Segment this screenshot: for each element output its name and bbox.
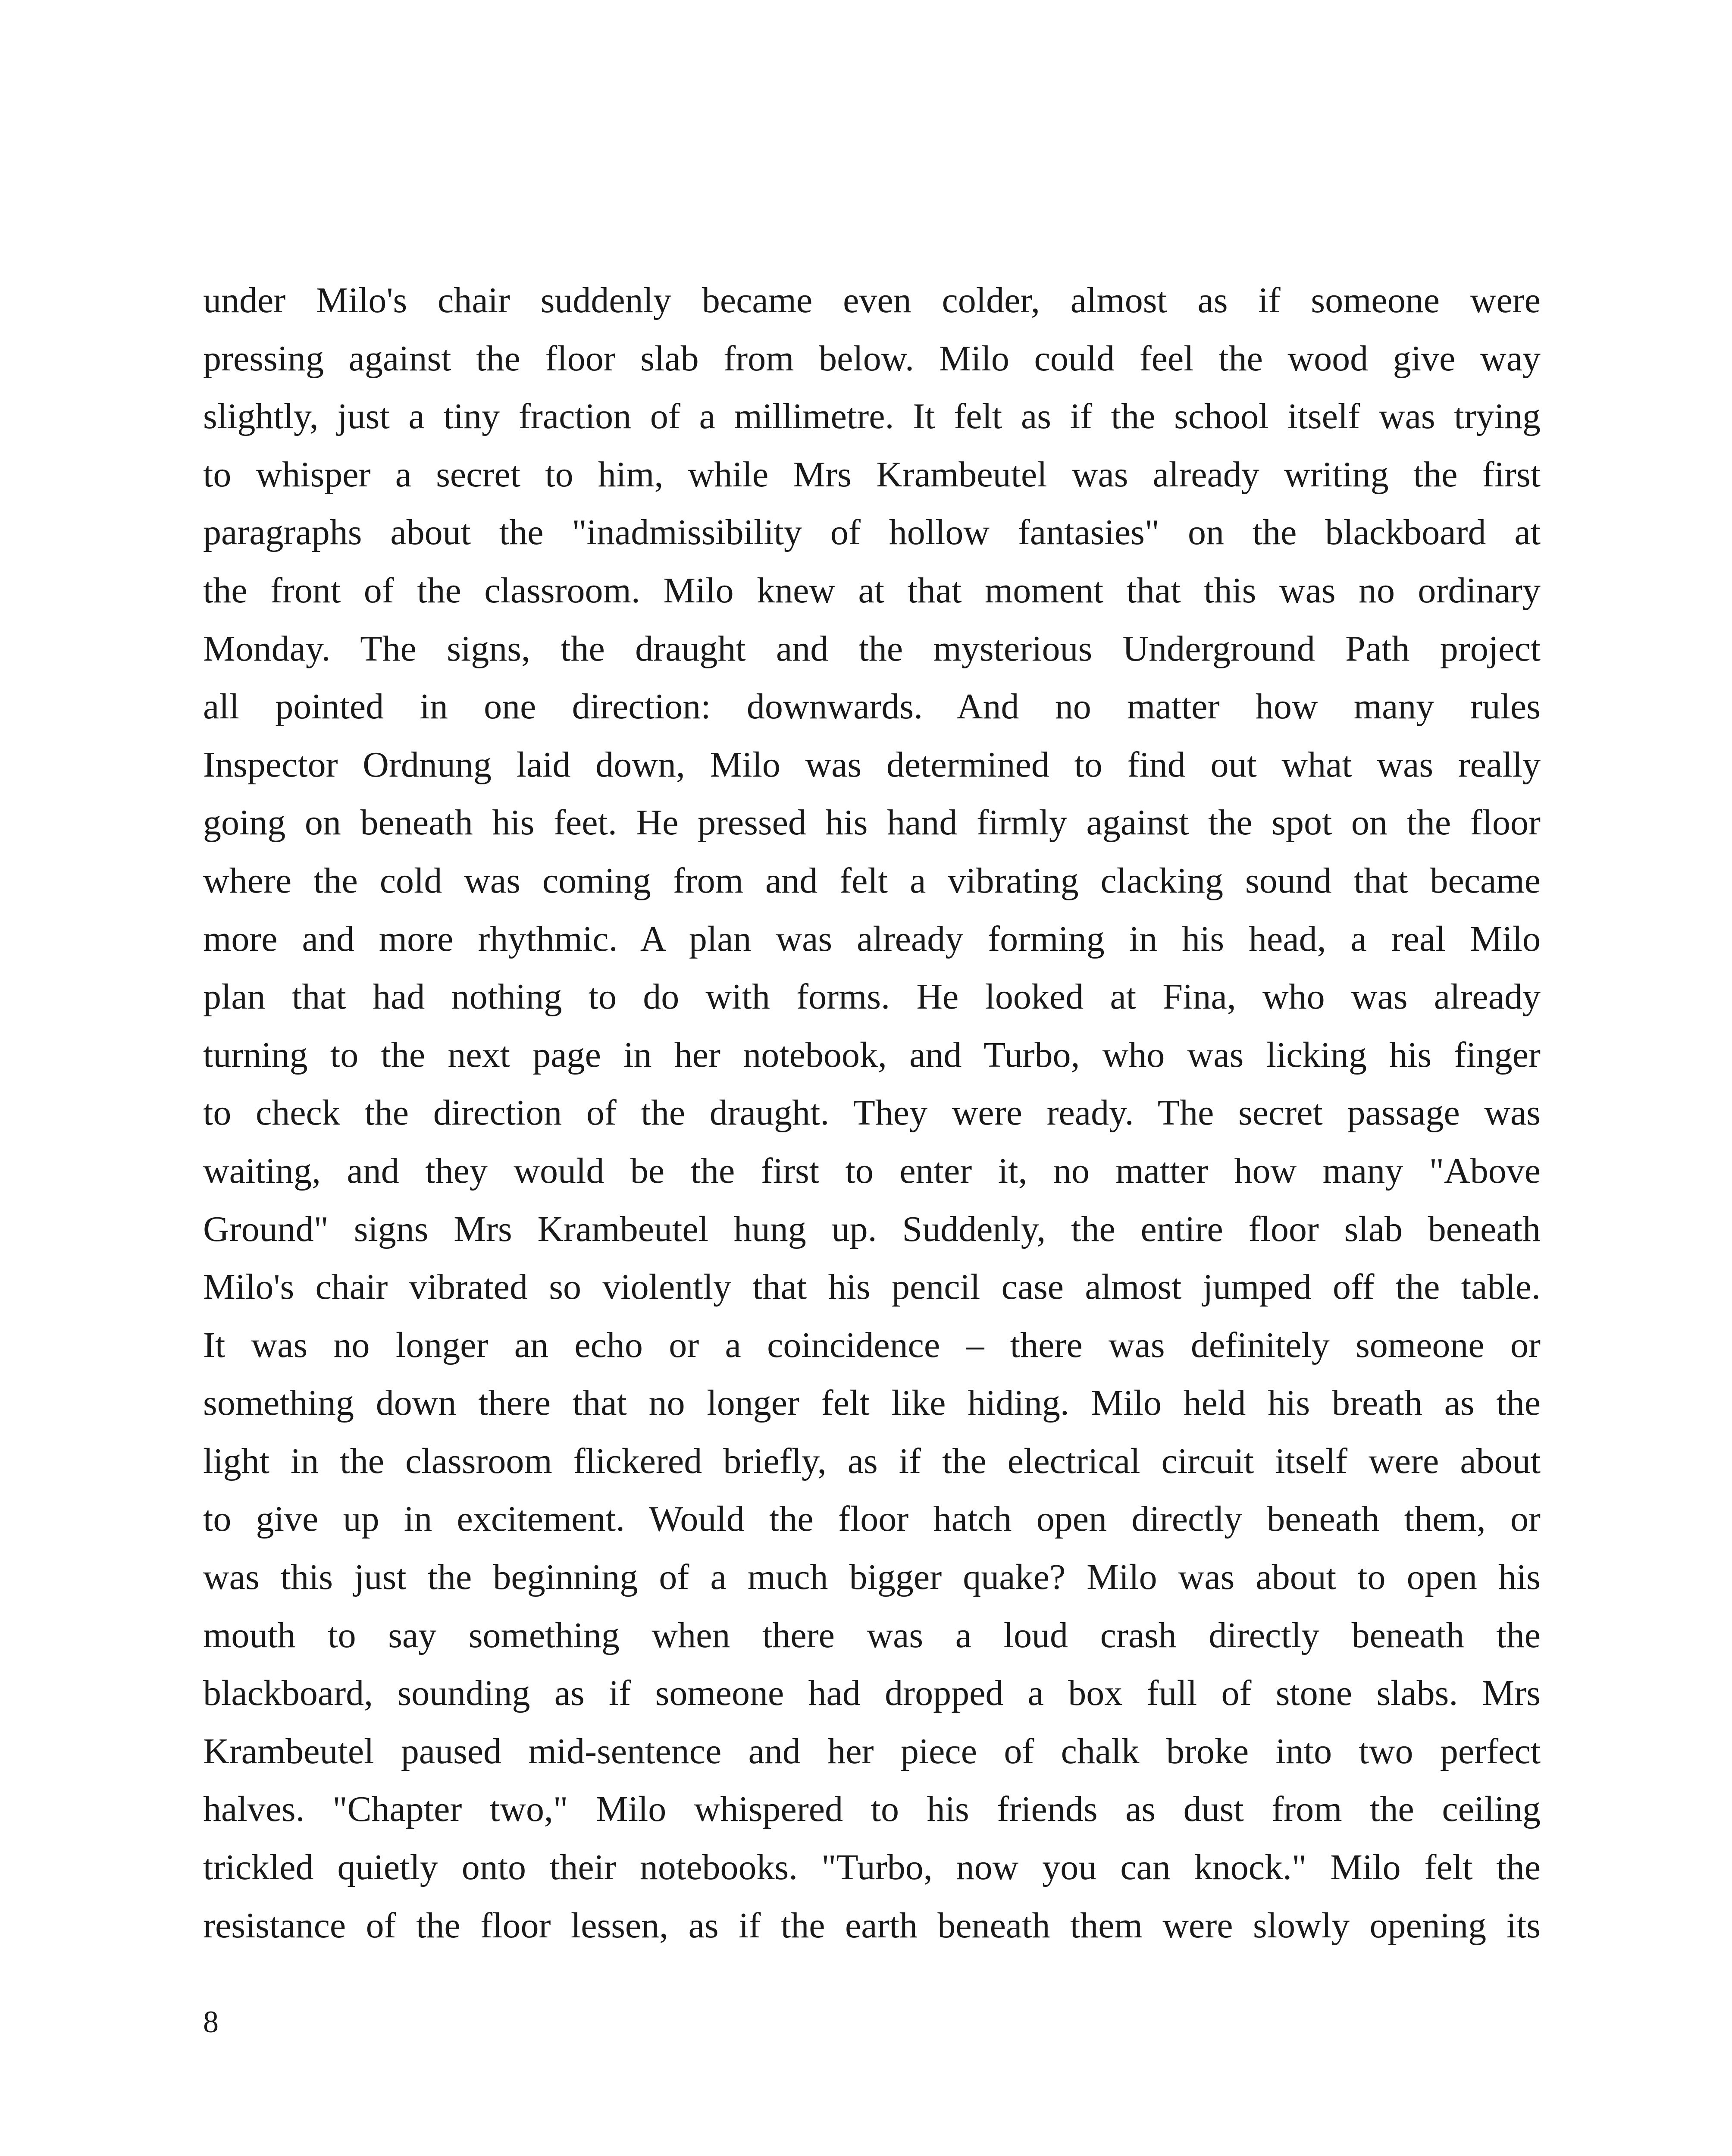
text-line: halves. "Chapter two," Milo whispered to his friends as dust from the ceiling xyxy=(203,1789,1541,1830)
text-line: to check the direction of the draught. They were ready. The secret passage was xyxy=(203,1093,1541,1133)
text-line: slightly, just a tiny fraction of a millimetre. It felt as if the school itself was trying xyxy=(203,396,1541,437)
text-line: more and more rhythmic. A plan was already forming in his head, a real Milo xyxy=(203,918,1541,959)
text-line: to whisper a secret to him, while Mrs Krambeutel was already writing the first xyxy=(203,454,1541,495)
text-line: Krambeutel paused mid-sentence and her piece of chalk broke into two perfect xyxy=(203,1731,1541,1771)
text-line: all pointed in one direction: downwards. And no matter how many rules xyxy=(203,686,1541,727)
text-line: plan that had nothing to do with forms. He looked at Fina, who was already xyxy=(203,977,1541,1017)
text-line: resistance of the floor lessen, as if the earth beneath them were slowly opening its xyxy=(203,1905,1541,1946)
text-line: Ground" signs Mrs Krambeutel hung up. Suddenly, the entire floor slab beneath xyxy=(203,1209,1541,1249)
text-line: light in the classroom flickered briefly, as if the electrical circuit itself were about xyxy=(203,1441,1541,1481)
text-line: something down there that no longer felt like hiding. Milo held his breath as the xyxy=(203,1383,1541,1423)
text-line: turning to the next page in her notebook, and Turbo, who was licking his finger xyxy=(203,1034,1541,1075)
page-number: 8 xyxy=(203,2005,219,2039)
text-line: pressing against the floor slab from below. Milo could feel the wood give way xyxy=(203,338,1541,379)
text-line: trickled quietly onto their notebooks. "Turbo, now you can knock." Milo felt the xyxy=(203,1847,1541,1888)
text-line: blackboard, sounding as if someone had dropped a box full of stone slabs. Mrs xyxy=(203,1673,1541,1714)
text-line: Milo's chair vibrated so violently that his pencil case almost jumped off the table. xyxy=(203,1267,1541,1307)
text-line: waiting, and they would be the first to enter it, no matter how many "Above xyxy=(203,1150,1541,1191)
text-line: paragraphs about the "inadmissibility of hollow fantasies" on the blackboard at xyxy=(203,512,1541,553)
text-line: to give up in excitement. Would the floor hatch open directly beneath them, or xyxy=(203,1499,1541,1539)
text-line: was this just the beginning of a much bigger quake? Milo was about to open his xyxy=(203,1557,1541,1598)
body-text xyxy=(203,272,1541,1955)
text-line: the front of the classroom. Milo knew at that moment that this was no ordinary xyxy=(203,570,1541,611)
text-line: mouth to say something when there was a loud crash directly beneath the xyxy=(203,1615,1541,1655)
text-line: It was no longer an echo or a coincidence – there was definitely someone or xyxy=(203,1325,1541,1365)
text-line: Inspector Ordnung laid down, Milo was determined to find out what was really xyxy=(203,744,1541,785)
text-line: going on beneath his feet. He pressed his hand firmly against the spot on the floor xyxy=(203,802,1541,843)
text-line: under Milo's chair suddenly became even colder, almost as if someone were xyxy=(203,280,1541,320)
text-line: where the cold was coming from and felt a vibrating clacking sound that became xyxy=(203,860,1541,901)
text-line: Monday. The signs, the draught and the mysterious Underground Path project xyxy=(203,628,1541,669)
